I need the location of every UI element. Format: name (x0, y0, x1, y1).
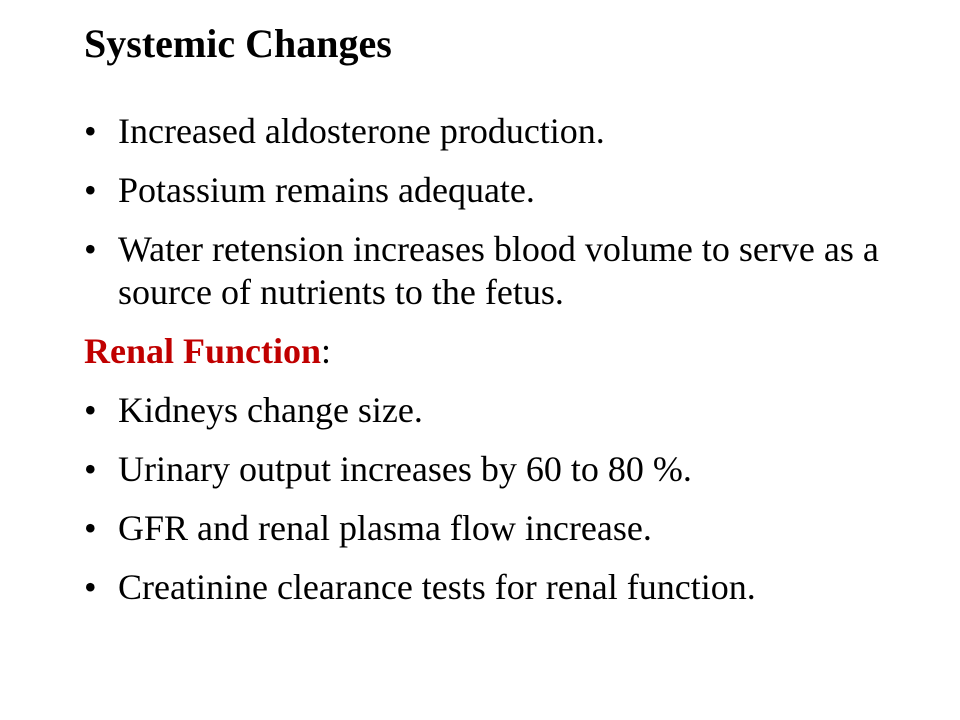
slide-title: Systemic Changes (84, 21, 392, 66)
bullet-item (84, 448, 924, 491)
bullet-icon: • (84, 390, 97, 430)
bullet-text: Water retension increases blood volume to serve as a source of nutrients to the fetus. (118, 229, 879, 312)
section-heading (84, 330, 924, 373)
bullet-item (84, 389, 924, 432)
bullet-item (84, 110, 924, 153)
bullet-item (84, 169, 924, 212)
bullet-text: Urinary output increases by 60 to 80 %. (118, 449, 692, 489)
bullet-icon: • (84, 170, 97, 210)
bullet-text: Increased aldosterone production. (118, 111, 605, 151)
section-heading-label: Renal Function (84, 331, 322, 371)
bullet-icon: • (84, 567, 97, 607)
bullet-item (84, 228, 924, 314)
slide-content (84, 110, 924, 625)
bullet-item (84, 566, 924, 609)
bullet-text: GFR and renal plasma flow increase. (118, 508, 652, 548)
bullet-text: Kidneys change size. (118, 390, 423, 430)
bullet-icon: • (84, 111, 97, 151)
bullet-icon: • (84, 449, 97, 489)
bullet-icon: • (84, 508, 97, 548)
bullet-icon: • (84, 229, 97, 269)
bullet-item (84, 507, 924, 550)
section-heading-colon: : (321, 331, 332, 371)
bullet-text: Potassium remains adequate. (118, 170, 535, 210)
bullet-text: Creatinine clearance tests for renal function. (118, 567, 756, 607)
